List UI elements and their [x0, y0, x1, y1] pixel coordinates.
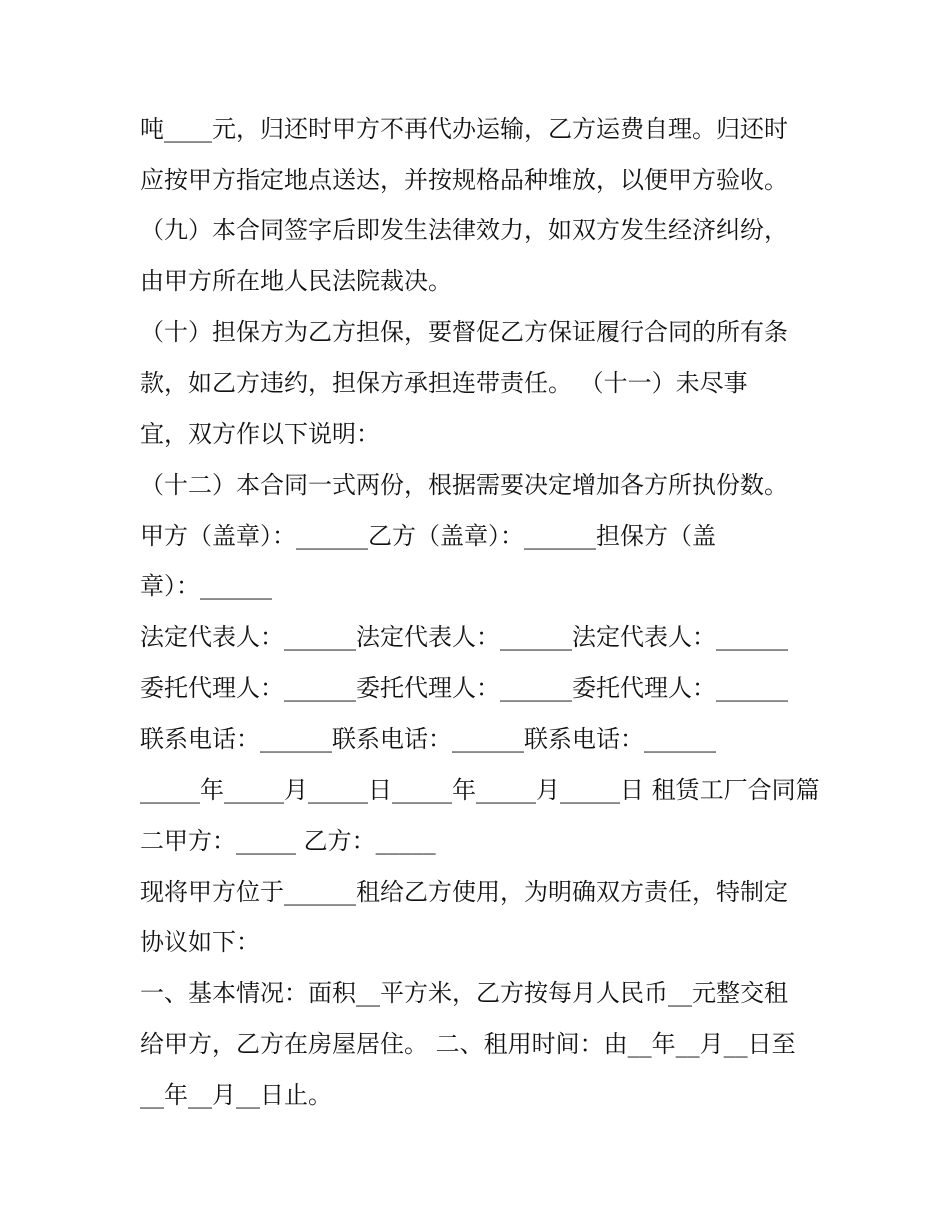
text-line: 现将甲方位于______租给乙方使用，为明确双方责任，特制定: [140, 878, 788, 906]
text-line: 款，如乙方违约，担保方承担连带责任。 （十一）未尽事: [140, 369, 748, 397]
text-line: 由甲方所在地人民法院裁决。: [140, 267, 452, 295]
text-line: （九）本合同签字后即发生法律效力，如双方发生经济纠纷，: [140, 216, 788, 244]
text-line: 给甲方，乙方在房屋居住。 二、租用时间：由__年__月__日至: [140, 1030, 796, 1058]
text-line: 二甲方：_____ 乙方：_____: [140, 827, 436, 855]
text-line: 联系电话：______联系电话：______联系电话：______: [140, 725, 716, 753]
text-line: __年__月__日止。: [140, 1081, 332, 1109]
text-line: 协议如下：: [140, 928, 260, 956]
text-line: 章）：______: [140, 572, 272, 600]
text-line: 委托代理人：______委托代理人：______委托代理人：______: [140, 674, 788, 702]
text-line: 应按甲方指定地点送达，并按规格品种堆放，以便甲方验收。: [140, 166, 788, 194]
text-line: 吨____元，归还时甲方不再代办运输，乙方运费自理。归还时: [140, 115, 788, 143]
text-line: （十二）本合同一式两份，根据需要决定增加各方所执份数。: [140, 471, 788, 499]
text-line: 一、基本情况：面积__平方米，乙方按每月人民币__元整交租: [140, 979, 788, 1007]
text-line: 甲方（盖章）：______乙方（盖章）：______担保方（盖: [140, 522, 716, 550]
text-line: _____年_____月_____日_____年_____月_____日 租赁工厂合同篇: [140, 776, 820, 804]
text-line: 法定代表人：______法定代表人：______法定代表人：______: [140, 623, 788, 651]
text-line: （十）担保方为乙方担保，要督促乙方保证履行合同的所有条: [140, 318, 788, 346]
text-line: 宜，双方作以下说明：: [140, 420, 380, 448]
